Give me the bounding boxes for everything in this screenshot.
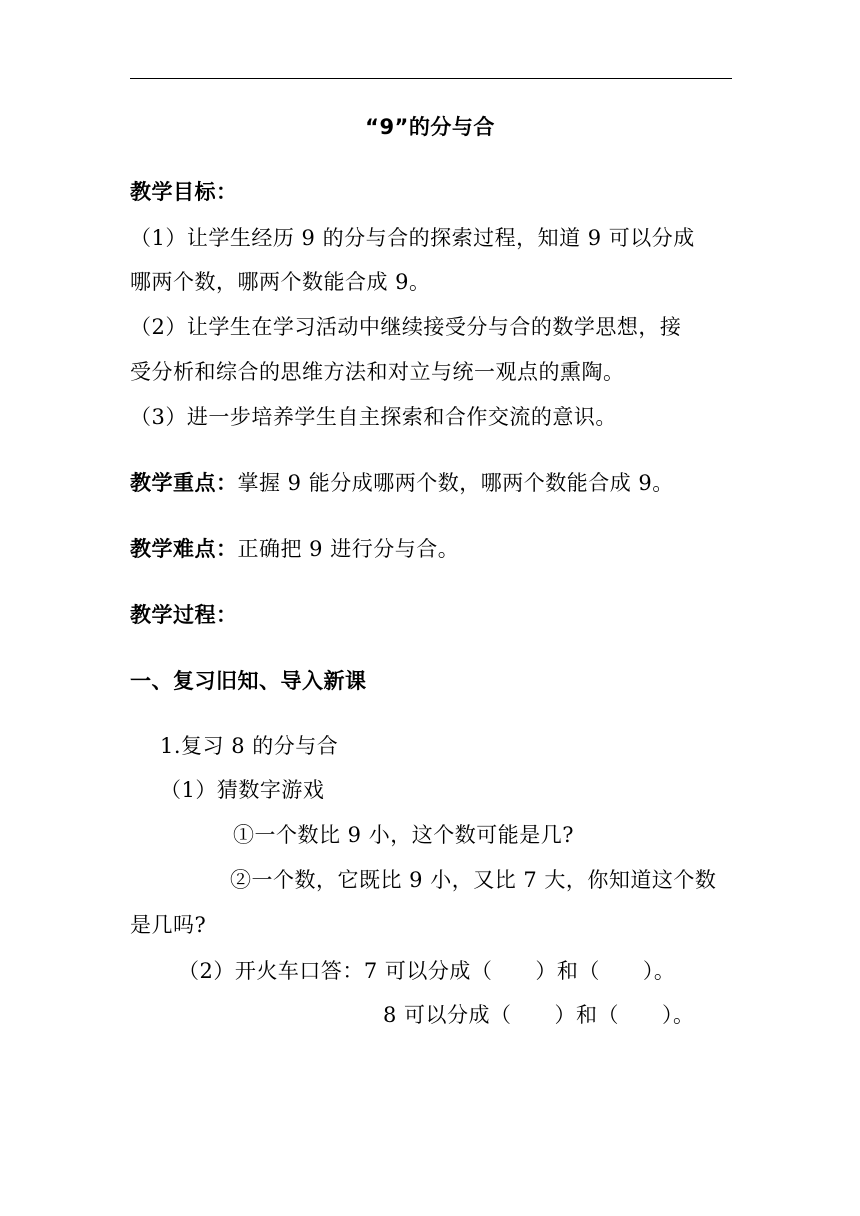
difficulty-label: 教学难点： [130,537,238,561]
game-item: （1）猜数字游戏 [160,778,325,802]
header-rule [130,78,732,79]
review-item: 1.复习 8 的分与合 [160,734,339,758]
process-heading: 教学过程： [130,603,238,627]
key-point-label: 教学重点： [130,471,238,495]
train-answer-line-2: 8 可以分成（ ）和（ ）。 [383,1003,695,1027]
objective-line-5: （3）进一步培养学生自主探索和合作交流的意识。 [130,405,617,429]
objective-line-3: （2）让学生在学习活动中继续接受分与合的数学思想，接 [130,315,682,339]
difficulty [130,535,459,563]
question-2-line-2: 是几吗? [130,913,207,937]
question-2-line-1: ②一个数，它既比 9 小，又比 7 大，你知道这个数 [230,868,717,892]
section1-heading: 一、复习旧知、导入新课 [130,669,367,693]
key-point-text: 掌握 9 能分成哪两个数，哪两个数能合成 9。 [237,471,674,495]
objective-line-1: （1）让学生经历 9 的分与合的探索过程，知道 9 可以分成 [130,226,695,250]
question-1: ①一个数比 9 小，这个数可能是几? [233,823,574,847]
objectives-heading: 教学目标： [130,180,238,204]
key-point [130,469,674,497]
difficulty-text: 正确把 9 进行分与合。 [237,537,460,561]
document-title: “9”的分与合 [365,115,495,139]
objective-line-4: 受分析和综合的思维方法和对立与统一观点的熏陶。 [130,360,625,384]
objective-line-2: 哪两个数，哪两个数能合成 9。 [130,270,431,294]
train-answer-line-1: （2）开火车口答：7 可以分成（ ）和（ ）。 [178,959,676,983]
